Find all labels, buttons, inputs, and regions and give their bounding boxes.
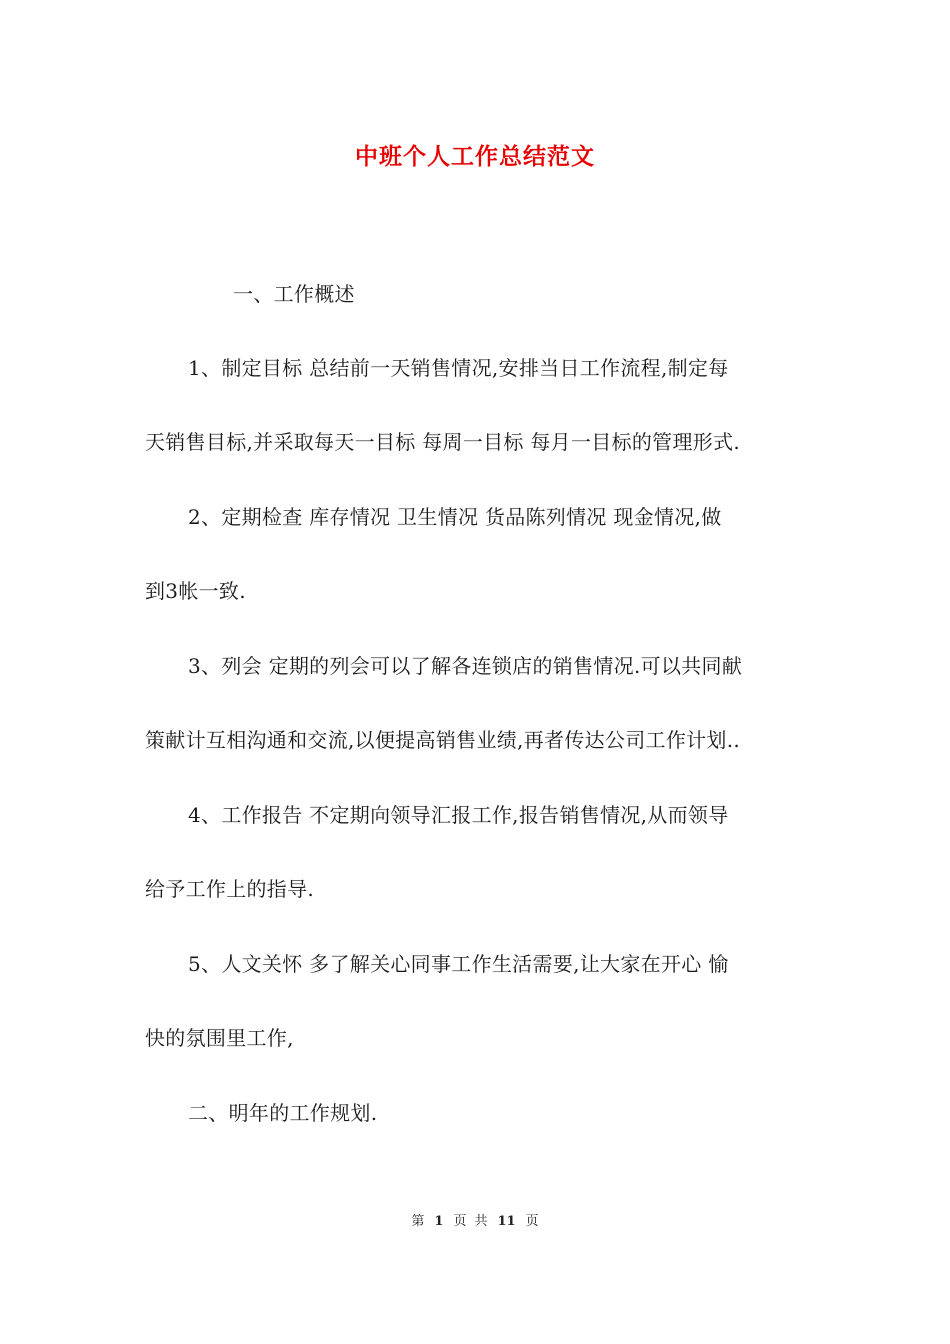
paragraph-line: 1、制定目标 总结前一天销售情况,安排当日工作流程,制定每	[188, 356, 729, 380]
footer-page-word: 页	[453, 1214, 467, 1229]
page-footer	[0, 1210, 950, 1229]
paragraph-line: 快的氛围里工作,	[145, 1026, 294, 1050]
footer-prefix: 第	[411, 1214, 425, 1229]
paragraph-line: 天销售目标,并采取每天一目标 每周一目标 每月一目标的管理形式.	[145, 430, 741, 454]
paragraph-line: 到3帐一致.	[145, 579, 246, 603]
section-heading-plan: 二、明年的工作规划.	[188, 1101, 378, 1125]
footer-total-pages: 11	[497, 1214, 516, 1229]
footer-page-number: 1	[434, 1214, 444, 1229]
paragraph-line: 4、工作报告 不定期向领导汇报工作,报告销售情况,从而领导	[188, 803, 729, 827]
paragraph-line: 2、定期检查 库存情况 卫生情况 货品陈列情况 现金情况,做	[188, 505, 722, 529]
paragraph-line: 3、列会 定期的列会可以了解各连锁店的销售情况.可以共同献	[188, 654, 743, 678]
paragraph-line: 5、人文关怀 多了解关心同事工作生活需要,让大家在开心 愉	[188, 952, 729, 976]
document-title: 中班个人工作总结范文	[355, 143, 595, 170]
paragraph-line: 策献计互相沟通和交流,以便提高销售业绩,再者传达公司工作计划..	[145, 728, 741, 752]
section-heading-overview: 一、工作概述	[233, 282, 355, 306]
footer-total-word: 共	[474, 1214, 488, 1229]
footer-suffix: 页	[525, 1214, 539, 1229]
paragraph-line: 给予工作上的指导.	[145, 877, 315, 901]
